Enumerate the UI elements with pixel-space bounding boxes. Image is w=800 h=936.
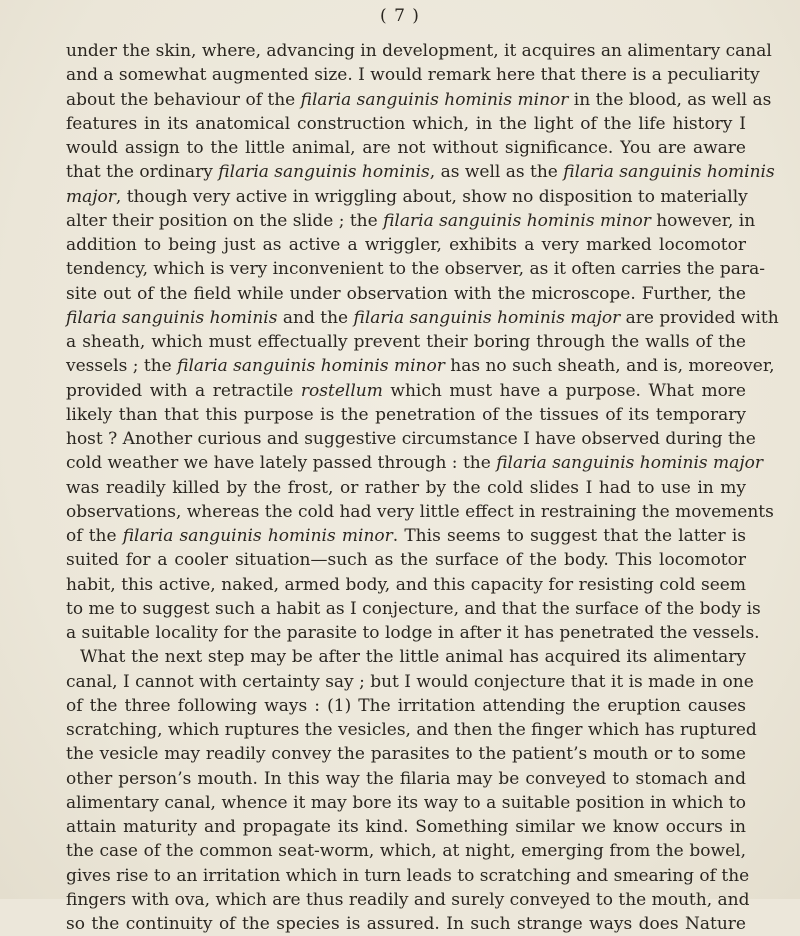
text-line [66, 694, 746, 718]
text-segment: addition to being just as active a wriggler, exhibits a very marked locomotor [66, 235, 746, 255]
text-line [66, 524, 746, 548]
text-segment: provided with a retractile [66, 380, 301, 401]
text-line [66, 791, 746, 815]
text-segment: and a somewhat augmented size. I would remark here that there is a peculiarity [66, 65, 760, 86]
text-segment: tendency, which is very inconvenient to the observer, as it often carries the para- [66, 259, 765, 280]
text-segment: would assign to the little animal, are not without significance. You are aware [66, 138, 746, 158]
page-number: ( 7 ) [380, 6, 420, 26]
text-line [66, 160, 775, 184]
text-line [66, 476, 746, 500]
text-line [66, 912, 746, 936]
italic-term: major [66, 186, 116, 207]
text-line [66, 233, 746, 257]
text-segment: and the [277, 307, 354, 328]
text-line [66, 39, 772, 63]
text-line [66, 815, 746, 839]
text-segment: host ? Another curious and suggestive circumstance I have observed during the [66, 429, 756, 449]
text-line [66, 573, 746, 597]
text-segment: . This seems to suggest that the latter is [392, 526, 746, 546]
italic-term: filaria sanguinis hominis minor [177, 356, 445, 377]
text-line [66, 645, 746, 669]
text-line [66, 354, 775, 378]
text-segment: about the behaviour of the [66, 89, 301, 110]
text-segment: of the [66, 526, 123, 546]
text-line [66, 330, 746, 354]
text-segment: alter their position on the slide ; the [66, 210, 384, 231]
text-line [66, 597, 761, 621]
text-line [66, 112, 746, 136]
text-line [66, 864, 750, 888]
body-text [66, 39, 779, 936]
text-segment: fingers with ova, which are thus readily and surely conveyed to the mouth, and [66, 889, 750, 910]
text-line [66, 63, 760, 87]
text-segment: that the ordinary [66, 162, 219, 183]
text-line [66, 379, 746, 403]
text-segment: to me to suggest such a habit as I conjecture, and that the surface of the body is [66, 598, 761, 619]
text-line [66, 621, 760, 645]
text-segment: however, in [650, 210, 756, 231]
text-line [66, 767, 746, 791]
text-segment: observations, whereas the cold had very little effect in restraining the movements [66, 501, 774, 522]
text-segment: , as well as the [429, 162, 564, 183]
italic-term: filaria sanguinis hominis minor [383, 210, 651, 231]
text-line [66, 282, 746, 306]
italic-term: filaria sanguinis hominis [218, 162, 430, 183]
text-segment: under the skin, where, advancing in development, it acquires an alimentary canal [66, 41, 772, 61]
text-segment: in the blood, as well as [568, 89, 772, 110]
text-segment: What the next step may be after the little animal has acquired its alimentary [80, 647, 746, 668]
italic-term: filaria sanguinis hominis major [496, 453, 763, 474]
text-line [66, 718, 757, 742]
text-segment: which must have a purpose. What more [382, 380, 746, 401]
text-segment: a sheath, which must effectually prevent their boring through the walls of the [66, 332, 746, 352]
text-line [66, 427, 756, 451]
text-segment: the case of the common seat-worm, which, at night, emerging from the bowel, [66, 841, 746, 862]
text-line [66, 670, 754, 694]
text-segment: alimentary canal, whence it may bore its way to a suitable position in which to [66, 792, 746, 813]
text-segment: gives rise to an irritation which in turn leads to scratching and smearing of the [66, 865, 750, 886]
text-line [66, 306, 779, 330]
text-segment: cold weather we have lately passed through : the [66, 453, 497, 474]
text-segment: was readily killed by the frost, or rather by the cold slides I had to use in my [66, 477, 746, 498]
text-segment: suited for a cooler situation—such as the surface of the body. This locomotor [66, 550, 746, 571]
italic-term: rostellum [300, 380, 383, 401]
text-line [66, 451, 763, 475]
text-segment: habit, this active, naked, armed body, and this capacity for resisting cold seem [66, 574, 746, 595]
text-line [66, 839, 746, 863]
text-line [66, 88, 772, 112]
text-segment: attain maturity and propagate its kind. Something similar we know occurs in [66, 817, 746, 837]
text-line [66, 185, 746, 209]
text-segment: scratching, which ruptures the vesicles, and then the finger which has ruptured [66, 720, 757, 740]
text-segment: , though very active in wriggling about, show no disposition to materially [115, 186, 748, 207]
text-line [66, 742, 746, 766]
text-line [66, 403, 746, 427]
italic-term: filaria sanguinis hominis minor [122, 526, 393, 546]
text-segment: canal, I cannot with certainty say ; but I would conjecture that it is made in one [66, 671, 754, 692]
text-segment: likely than that this purpose is the penetration of the tissues of its temporary [66, 404, 746, 425]
text-segment: other person’s mouth. In this way the filaria may be conveyed to stomach and [66, 768, 746, 789]
italic-term: filaria sanguinis hominis minor [300, 89, 569, 110]
text-segment: has no such sheath, and is, moreover, [444, 356, 775, 377]
text-segment: a suitable locality for the parasite to lodge in after it has penetrated the vessels. [66, 623, 760, 643]
text-segment: the vesicle may readily convey the parasites to the patient’s mouth or to some [66, 744, 746, 765]
text-segment: are provided with [620, 307, 779, 328]
text-segment: of the three following ways : (1) The irritation attending the eruption causes [66, 695, 746, 716]
text-line [66, 500, 774, 524]
italic-term: filaria sanguinis hominis [563, 162, 775, 183]
text-line [66, 548, 746, 572]
italic-term: filaria sanguinis hominis major [353, 307, 621, 328]
text-segment: so the continuity of the species is assured. In such strange ways does Nature [66, 914, 746, 934]
text-segment: vessels ; the [66, 356, 178, 377]
text-line [66, 888, 750, 912]
text-segment: site out of the field while under observation with the microscope. Further, the [66, 283, 746, 304]
italic-term: filaria sanguinis hominis [66, 307, 278, 328]
text-line [66, 136, 746, 160]
text-segment: features in its anatomical construction which, in the light of the life history I [66, 113, 746, 134]
text-line [66, 257, 765, 281]
text-line [66, 209, 756, 233]
